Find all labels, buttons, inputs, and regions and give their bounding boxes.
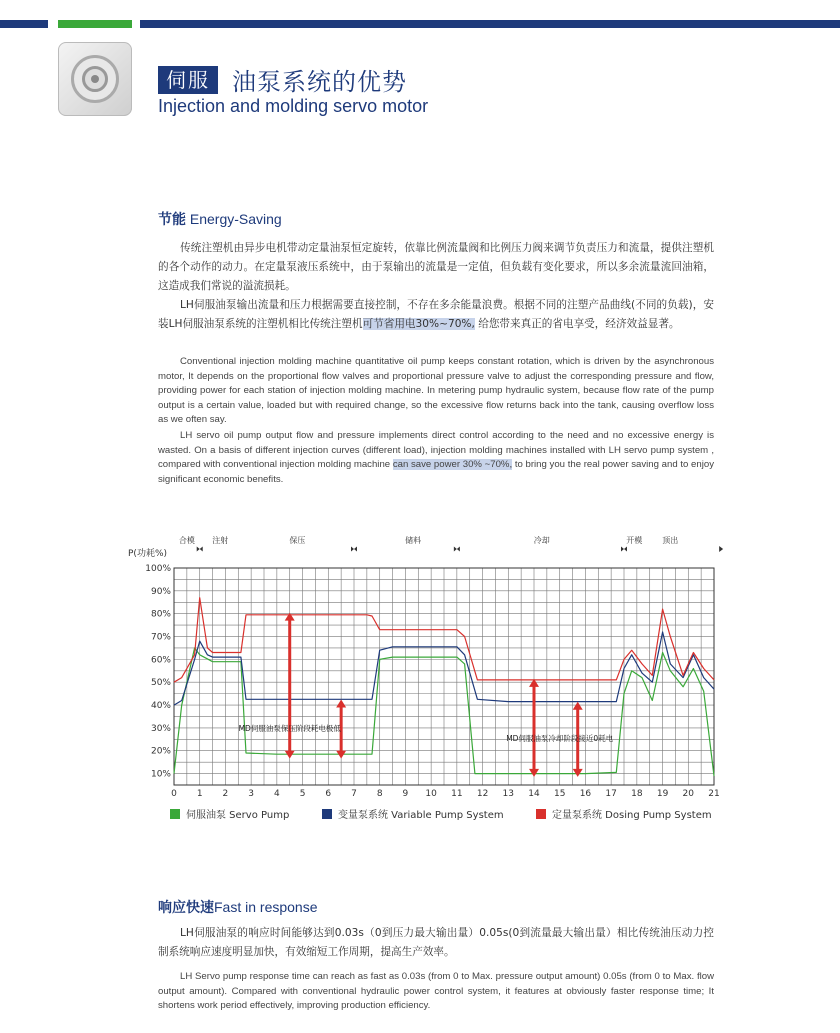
x-tick-label: 4 (273, 789, 280, 799)
motor-logo-icon (58, 42, 132, 116)
phase-label: 冷却 (533, 536, 550, 545)
x-tick-label: 10 (425, 789, 437, 799)
x-tick-label: 3 (248, 789, 255, 799)
annotation-arrow-head (529, 769, 539, 777)
chart-annotation: MD伺服油泵冷却阶段接近0耗电 (506, 734, 614, 744)
page-title: 油泵系统的优势 (232, 68, 407, 96)
phase-label: 储料 (405, 536, 422, 545)
top-bar-green (58, 20, 132, 28)
phase-marker (197, 547, 203, 552)
x-tick-label: 8 (376, 789, 383, 799)
x-tick-label: 7 (351, 789, 357, 799)
response-title-en: Fast in response (214, 899, 318, 915)
phase-marker (454, 547, 460, 552)
energy-cn-paragraph-1: 传统注塑机由异步电机带动定量油泵恒定旋转，依靠比例流量阀和比例压力阀来调节负责压力和流量，提供注塑机的各个动作的动力。在定量泵液压系统中，由于泵输出的流量是一定值，但负载有变化要求，所以多余流量流回油箱，这造成我们常说的溢流损耗。 (158, 242, 714, 292)
x-tick-label: 2 (222, 789, 229, 799)
legend-dosing: 定量泵系统 Dosing Pump System (536, 806, 712, 821)
energy-en-paragraph-1: Conventional injection molding machine quantitative oil pump keeps constant rotation, which is driven by the asynchronous motor, It depends on the proportional flow valves and proportional pressure valve to adjust the corresponding pressure and flow, providing power for each station of injection molding machine. In metering pump hydraulic system, because flow rate of the pump output is a certain value, loaded but with required change, so the excessive flow returns back into the tank, causing overflow loss as we often say. (158, 356, 714, 426)
x-tick-label: 17 (605, 789, 617, 799)
y-tick-label: 10% (150, 769, 171, 780)
y-tick-label: 60% (150, 655, 171, 666)
energy-section-title (158, 209, 282, 229)
x-tick-label: 12 (476, 789, 489, 799)
y-tick-label: 80% (150, 609, 171, 620)
x-tick-label: 0 (171, 789, 177, 799)
energy-cn-paragraph-2: LH伺服油泵输出流量和压力根据需要直接控制，不存在多余能量浪费。根据不同的注塑产品曲线(不同的负载)，安装LH伺服油泵系统的注塑机相比传统注塑机可节省用电30%~70%, 给您带来真正的省电享受，经济效益显著。 (158, 299, 714, 330)
response-section-title (158, 897, 318, 917)
annotation-arrow-head (573, 769, 583, 777)
y-tick-label: 50% (150, 678, 171, 689)
x-tick-label: 11 (451, 789, 463, 799)
x-tick-label: 18 (631, 789, 643, 799)
annotation-arrow-head (573, 702, 583, 710)
power-consumption-chart (0, 530, 840, 800)
energy-en-highlight: can save power 30% ~70%, (392, 459, 513, 471)
x-tick-label: 9 (402, 789, 409, 799)
annotation-arrow-head (336, 699, 346, 707)
y-tick-label: 70% (150, 632, 171, 643)
y-tick-label: 30% (150, 723, 171, 734)
x-tick-label: 5 (299, 789, 306, 799)
y-tick-label: 40% (150, 701, 171, 712)
x-tick-label: 13 (502, 789, 515, 799)
phase-marker (621, 547, 627, 552)
y-tick-label: 90% (150, 586, 171, 597)
x-tick-label: 6 (325, 789, 332, 799)
page-title-en: Injection and molding servo motor (158, 96, 429, 116)
legend-servo-swatch (170, 809, 180, 819)
energy-en-paragraph-2: LH servo oil pump output flow and pressure implements direct control according to the need and no excessive energy is wasted. On a basis of different injection curves (different load), injection molding machines installed with LH servo pump system , compared with conventional injection molding machine can save power 30% ~70%, to bring you the real power saving and to enjoy significant economic benefits. (158, 430, 714, 485)
x-tick-label: 1 (196, 789, 203, 799)
chart-annotation: MD伺服油泵保压阶段耗电极低 (238, 723, 341, 733)
y-tick-label: 20% (150, 746, 171, 757)
top-bar-left (0, 20, 48, 28)
phase-marker (351, 547, 357, 552)
x-tick-label: 14 (528, 789, 540, 799)
energy-title-cn: 节能 (158, 212, 186, 228)
phase-end-marker (719, 546, 723, 552)
x-tick-label: 16 (579, 789, 592, 799)
energy-cn-highlight: 可节省用电30%~70%, (362, 318, 475, 330)
response-title-cn: 响应快速 (158, 900, 214, 916)
legend-dosing-swatch (536, 809, 546, 819)
phase-label: 顶出 (662, 536, 679, 545)
phase-label: 开模 (626, 536, 643, 545)
chart-ylabel: P(功耗%) (128, 549, 168, 559)
y-tick-label: 100% (145, 564, 171, 574)
phase-label: 合模 (178, 536, 195, 545)
x-tick-label: 21 (708, 789, 720, 799)
top-bar-right (140, 20, 840, 28)
legend-variable-swatch (322, 809, 332, 819)
x-tick-label: 20 (682, 789, 695, 799)
response-en-paragraph: LH Servo pump response time can reach as fast as 0.03s (from 0 to Max. pressure output amount) 0.05s (from 0 to Max. flow output amount). Compared with conventional hydraulic power control system, it features at obviously faster response time; It shortens work period effectively, improving production efficiency. (158, 971, 714, 1012)
x-tick-label: 19 (656, 789, 669, 799)
legend-variable: 变量泵系统 Variable Pump System (322, 806, 504, 821)
x-tick-label: 15 (553, 789, 566, 799)
phase-label: 注射 (212, 536, 229, 545)
energy-title-en: Energy-Saving (186, 211, 282, 227)
legend-servo: 伺服油泵 Servo Pump (170, 806, 289, 821)
response-cn-paragraph: LH伺服油泵的响应时间能够达到0.03s（0到压力最大输出量）0.05s(0到流量最大输出量）相比传统油压动力控制系统响应速度明显加快，有效缩短工作周期，提高生产效率。 (158, 927, 714, 958)
phase-label: 保压 (289, 536, 306, 545)
title-tag: 伺服 (158, 66, 218, 94)
